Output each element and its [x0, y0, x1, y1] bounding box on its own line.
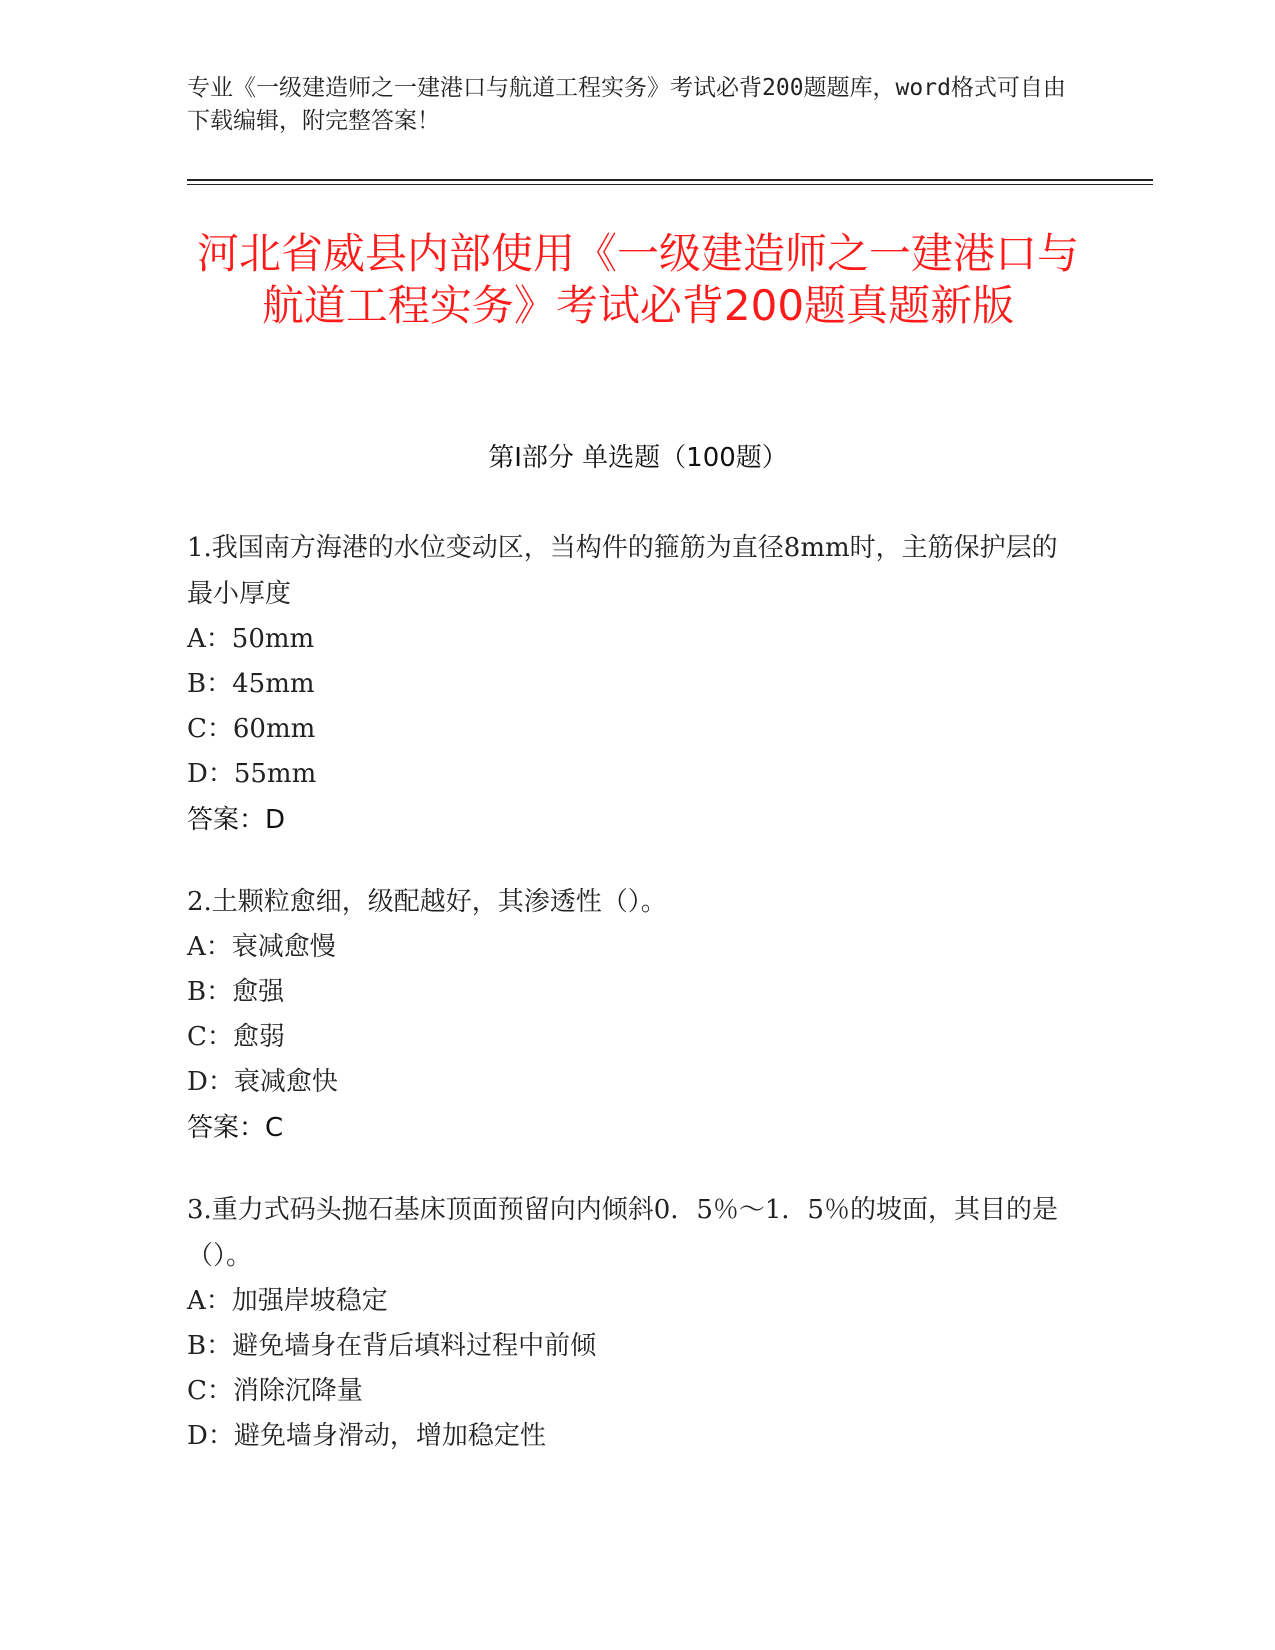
answer: 答案：C — [187, 1113, 284, 1143]
header-note: 专业《一级建造师之一建港口与航道工程实务》考试必背200题题库，word格式可自由下载编辑，附完整答案！ — [187, 75, 1066, 134]
header-divider-thick — [187, 179, 1153, 181]
option-d: D：衰减愈快 — [187, 1067, 338, 1097]
question-3 — [187, 1187, 1067, 1459]
answer: 答案：D — [187, 805, 286, 835]
document-title: 河北省威县内部使用《一级建造师之一建港口与航道工程实务》考试必背200题真题新版 — [196, 229, 1079, 330]
question-stem: 1.我国南方海港的水位变动区，当构件的箍筋为直径8mm时，主筋保护层的最小厚度 — [187, 533, 1058, 609]
option-a: A：加强岸坡稳定 — [187, 1286, 388, 1316]
question-1 — [187, 525, 1067, 843]
section-heading: 第Ⅰ部分 单选题（100题） — [488, 443, 788, 473]
question-stem: 3.重力式码头抛石基床顶面预留向内倾斜0．5％～1．5％的坡面，其目的是（）。 — [187, 1195, 1058, 1271]
question-list — [187, 525, 1067, 1495]
option-c: C：消除沉降量 — [187, 1376, 363, 1406]
question-2 — [187, 879, 1067, 1151]
option-b: B：避免墙身在背后填料过程中前倾 — [187, 1331, 597, 1361]
option-a: A：衰减愈慢 — [187, 932, 336, 962]
header-divider-thin — [187, 184, 1153, 185]
option-d: D：避免墙身滑动，增加稳定性 — [187, 1421, 546, 1451]
question-stem: 2.土颗粒愈细，级配越好，其渗透性（）。 — [187, 887, 667, 917]
option-a: A：50mm — [187, 624, 315, 654]
option-d: D：55mm — [187, 759, 317, 789]
option-b: B：愈强 — [187, 977, 285, 1007]
option-c: C：60mm — [187, 714, 316, 744]
option-b: B：45mm — [187, 669, 315, 699]
option-c: C：愈弱 — [187, 1022, 285, 1052]
